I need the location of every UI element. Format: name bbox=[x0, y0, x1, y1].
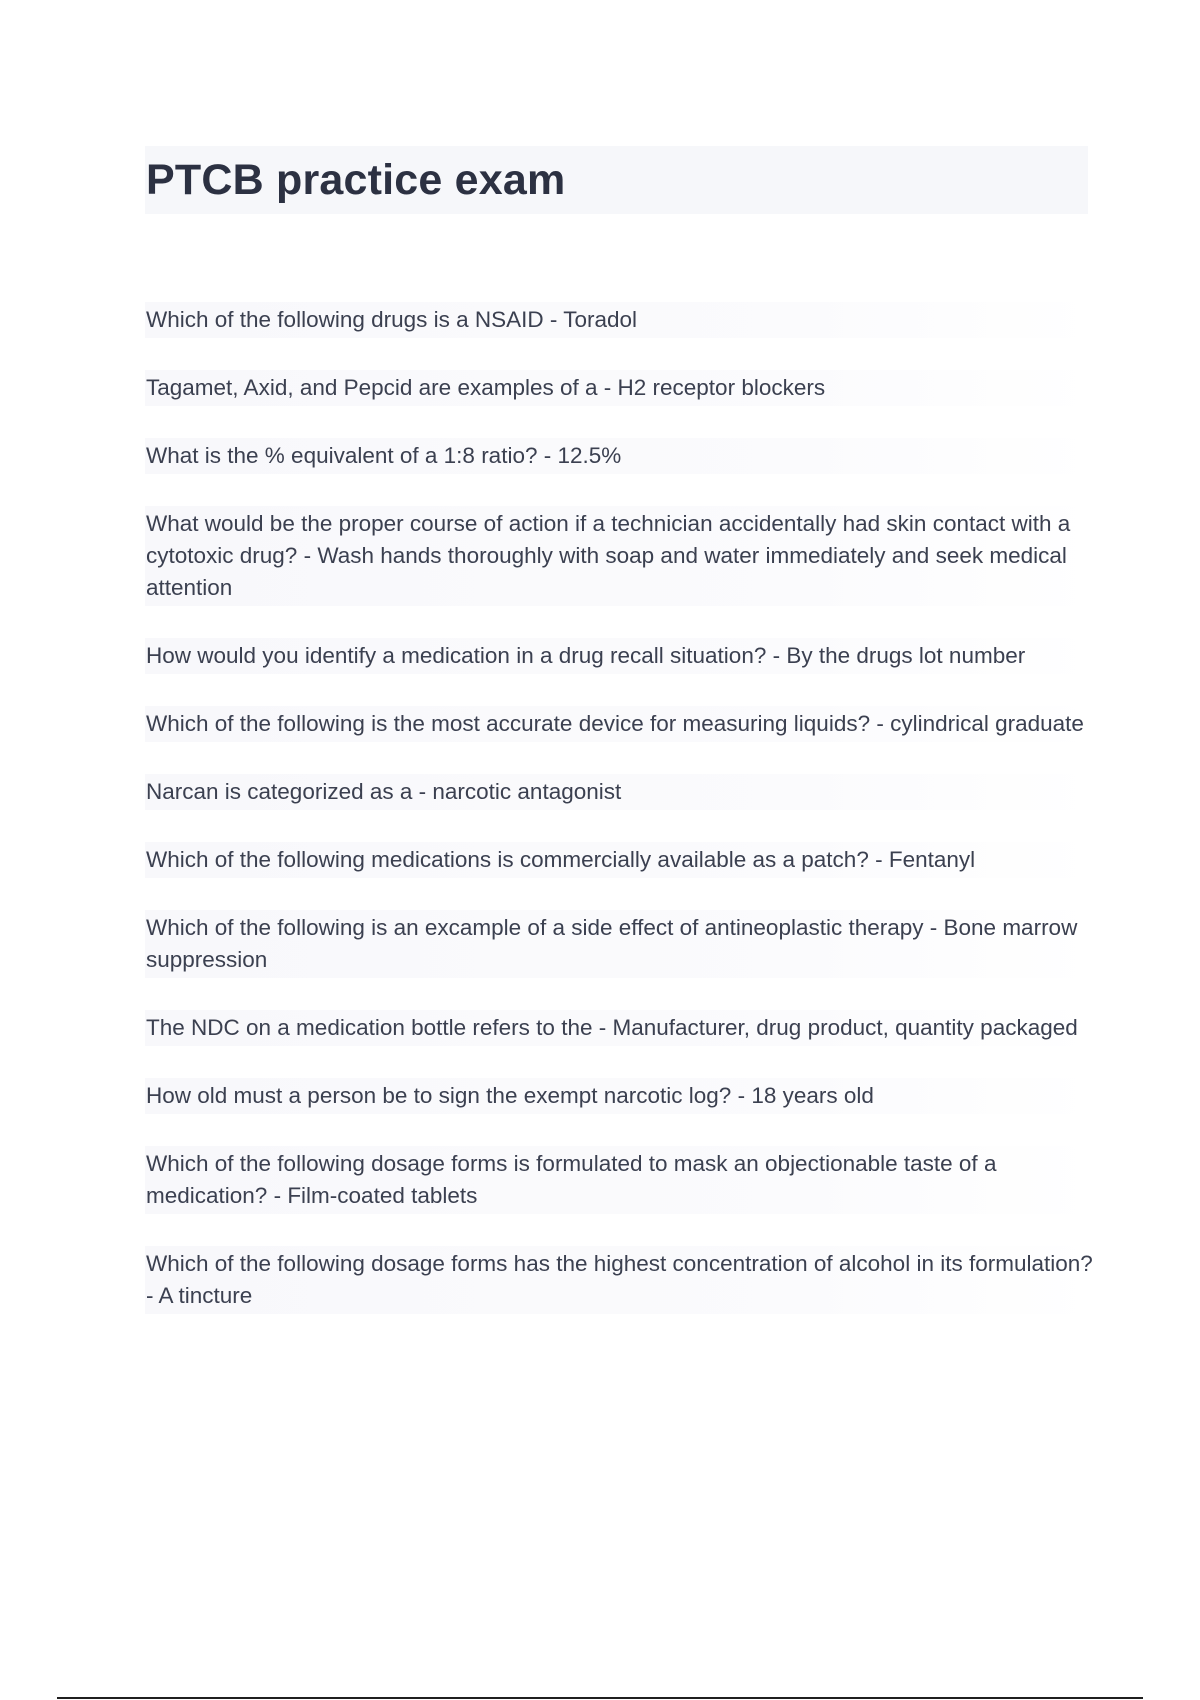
page-title: PTCB practice exam bbox=[146, 156, 566, 204]
list-item bbox=[145, 706, 1095, 742]
list-item bbox=[145, 506, 1095, 606]
list-item bbox=[145, 370, 1095, 406]
list-item bbox=[145, 910, 1095, 978]
question-text: Which of the following dosage forms is formulated to mask an objectionable taste of a medication? - Film-coated tablets bbox=[146, 1151, 997, 1208]
list-item bbox=[145, 774, 1095, 810]
list-item bbox=[145, 638, 1095, 674]
list-item bbox=[145, 438, 1095, 474]
question-text: How would you identify a medication in a drug recall situation? - By the drugs lot number bbox=[146, 643, 1026, 668]
list-item bbox=[145, 1010, 1095, 1046]
question-text: What is the % equivalent of a 1:8 ratio? - 12.5% bbox=[146, 443, 622, 468]
question-text: How old must a person be to sign the exempt narcotic log? - 18 years old bbox=[146, 1083, 874, 1108]
question-text: What would be the proper course of action if a technician accidentally had skin contact with a cytotoxic drug? - Wash hands thoroughly with soap and water immediately and seek medical attention bbox=[146, 511, 1071, 600]
question-text: Which of the following drugs is a NSAID - Toradol bbox=[146, 307, 638, 332]
question-text: The NDC on a medication bottle refers to the - Manufacturer, drug product, quantity packaged bbox=[146, 1015, 1078, 1040]
footer-divider bbox=[57, 1697, 1143, 1699]
title-banner bbox=[145, 146, 1088, 214]
list-item bbox=[145, 1246, 1095, 1314]
question-text: Narcan is categorized as a - narcotic antagonist bbox=[146, 779, 622, 804]
list-item bbox=[145, 1078, 1095, 1114]
question-text: Which of the following dosage forms has the highest concentration of alcohol in its formulation? - A tincture bbox=[146, 1251, 1093, 1308]
question-text: Which of the following is an excample of a side effect of antineoplastic therapy - Bone marrow suppression bbox=[146, 915, 1078, 972]
question-list bbox=[145, 302, 1095, 1346]
list-item bbox=[145, 1146, 1095, 1214]
list-item bbox=[145, 302, 1095, 338]
list-item bbox=[145, 842, 1095, 878]
question-text: Which of the following is the most accurate device for measuring liquids? - cylindrical graduate bbox=[146, 711, 1084, 736]
question-text: Which of the following medications is commercially available as a patch? - Fentanyl bbox=[146, 847, 976, 872]
question-text: Tagamet, Axid, and Pepcid are examples of a - H2 receptor blockers bbox=[146, 375, 826, 400]
